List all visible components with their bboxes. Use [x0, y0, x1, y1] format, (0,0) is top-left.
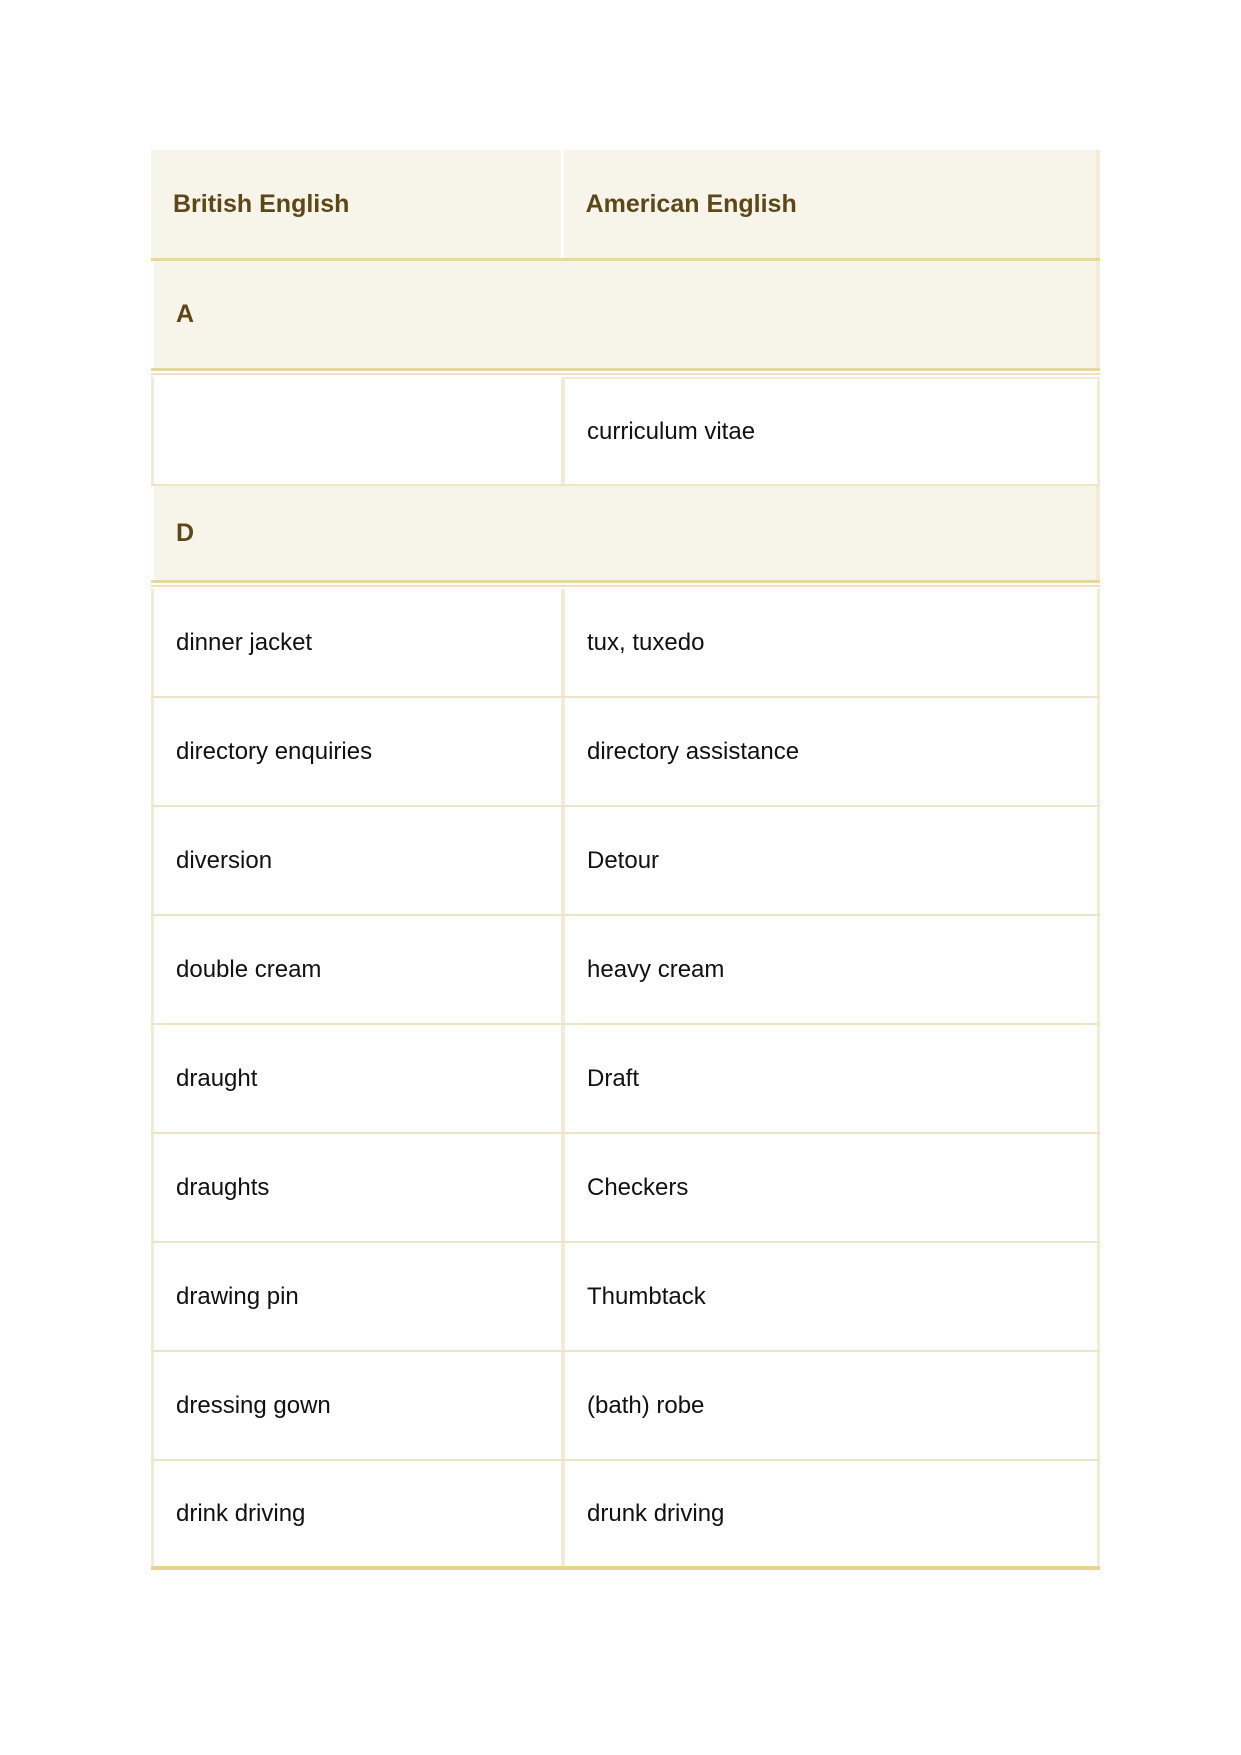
british-term: dinner jacket — [151, 589, 563, 696]
american-term: curriculum vitae — [563, 377, 1100, 484]
british-term: drink driving — [151, 1461, 563, 1566]
american-term: directory assistance — [563, 698, 1100, 805]
american-term: drunk driving — [563, 1461, 1100, 1566]
american-term: Checkers — [563, 1134, 1100, 1241]
american-term: Thumbtack — [563, 1243, 1100, 1350]
american-term: Detour — [563, 807, 1100, 914]
header-british-english: British English — [151, 150, 564, 258]
table-row — [151, 1134, 1100, 1243]
table-header-row — [151, 150, 1100, 261]
british-term: double cream — [151, 916, 563, 1023]
british-term: directory enquiries — [151, 698, 563, 805]
section-row-d — [151, 486, 1100, 583]
section-letter: D — [151, 486, 1100, 580]
table-row — [151, 1461, 1100, 1570]
british-term: draughts — [151, 1134, 563, 1241]
section-letter: A — [151, 261, 1100, 368]
table-row — [151, 1352, 1100, 1461]
header-american-english: American English — [564, 150, 1100, 258]
british-term — [151, 377, 563, 484]
american-term: Draft — [563, 1025, 1100, 1132]
table-row — [151, 377, 1100, 486]
american-term: heavy cream — [563, 916, 1100, 1023]
table-row — [151, 807, 1100, 916]
glossary-table — [151, 150, 1100, 1570]
section-row-a — [151, 261, 1100, 371]
british-term: draught — [151, 1025, 563, 1132]
table-row — [151, 589, 1100, 698]
table-row — [151, 916, 1100, 1025]
american-term: (bath) robe — [563, 1352, 1100, 1459]
british-term: dressing gown — [151, 1352, 563, 1459]
table-row — [151, 1243, 1100, 1352]
table-row — [151, 698, 1100, 807]
table-row — [151, 1025, 1100, 1134]
british-term: drawing pin — [151, 1243, 563, 1350]
american-term: tux, tuxedo — [563, 589, 1100, 696]
british-term: diversion — [151, 807, 563, 914]
